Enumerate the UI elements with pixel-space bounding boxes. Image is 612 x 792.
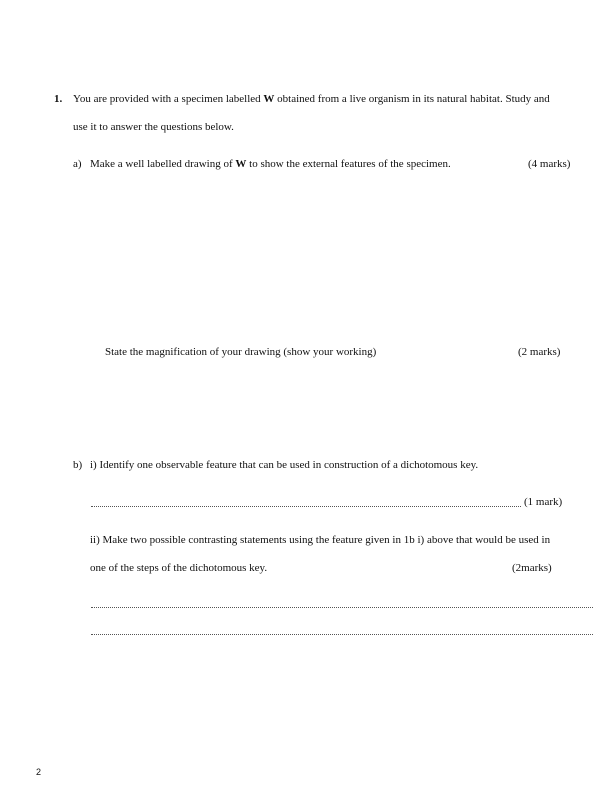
part-b-i-answer-line[interactable]: [91, 506, 521, 507]
part-a-text-pre: Make a well labelled drawing of: [90, 158, 236, 170]
part-b-label: b): [73, 459, 83, 471]
part-a-text-post: to show the external features of the specimen.: [246, 158, 451, 170]
part-b-i-marks: (1 mark): [524, 496, 563, 508]
part-a-marks: (4 marks): [528, 158, 571, 170]
part-b-ii-answer-line-1[interactable]: [91, 607, 593, 608]
part-b-ii-answer-line-2[interactable]: [91, 634, 593, 635]
magnification-instruction: State the magnification of your drawing (show your working): [105, 346, 377, 358]
part-b-ii-marks: (2marks): [512, 562, 552, 574]
part-b-ii-question-line-2: one of the steps of the dichotomous key.: [90, 562, 268, 574]
part-b-i-question: i) Identify one observable feature that can be used in construction of a dichotomous key.: [90, 459, 479, 471]
magnification-marks: (2 marks): [518, 346, 561, 358]
page-number: 2: [36, 767, 42, 777]
question-intro-line-1: [73, 93, 550, 105]
intro-text-pre: You are provided with a specimen labelled: [73, 93, 264, 105]
question-intro-line-2: use it to answer the questions below.: [73, 121, 234, 133]
specimen-label: W: [263, 93, 275, 105]
part-a-specimen-label: W: [235, 158, 247, 170]
part-a-instruction: [90, 158, 451, 170]
question-number: 1.: [54, 93, 63, 105]
intro-text-post: obtained from a live organism in its natural habitat. Study and: [274, 93, 550, 105]
part-b-ii-question-line-1: ii) Make two possible contrasting statements using the feature given in 1b i) above that would be used in: [90, 534, 551, 546]
part-a-label: a): [73, 158, 82, 170]
